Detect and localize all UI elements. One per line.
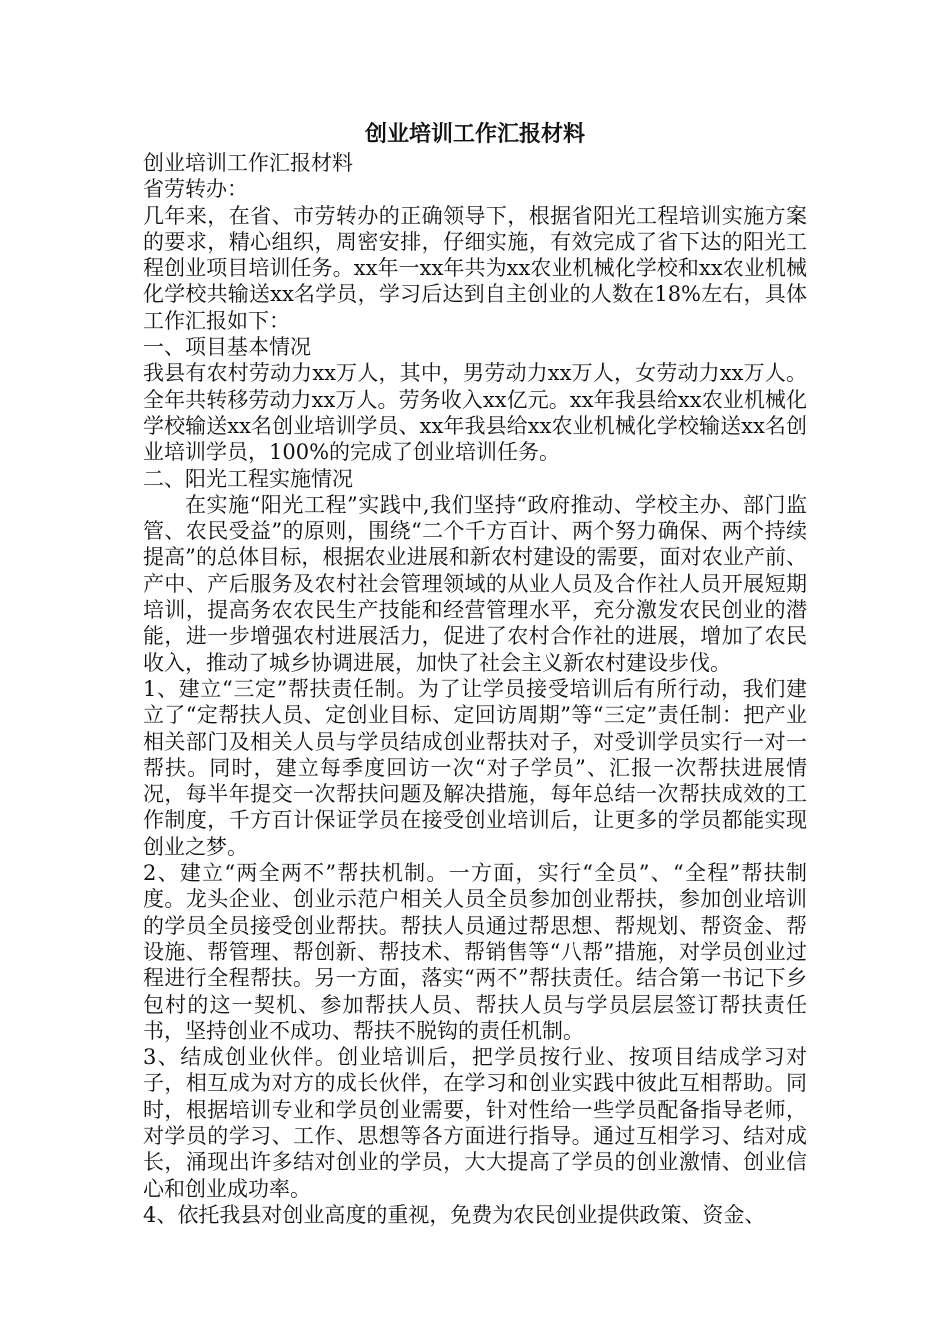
document-title: 创业培训工作汇报材料 xyxy=(364,121,585,147)
body-paragraph: 我县有农村劳动力xx万人，其中，男劳动力xx万人，女劳动力xx万人。全年共转移劳动力xx万人。劳务收入xx亿元。xx年我县给xx农业机械化学校输送xx名创业培训学员、xx年我县给xx农业机械化学校输送xx名创业培训学员，100%的完成了创业培训任务。 xyxy=(143,361,807,465)
document-page xyxy=(143,118,807,1228)
body-paragraph: 3、结成创业伙伴。创业培训后，把学员按行业、按项目结成学习对子，相互成为对方的成长伙伴，在学习和创业实践中彼此互相帮助。同时，根据培训专业和学员创业需要，针对性给一些学员配备指导老师，对学员的学习、工作、思想等各方面进行指导。通过互相学习、结对成长，涌现出许多结对创业的学员，大大提高了学员的创业激情、创业信心和创业成功率。 xyxy=(143,1045,807,1201)
addressee: 省劳转办： xyxy=(143,177,248,202)
document-subtitle: 创业培训工作汇报材料 xyxy=(143,151,353,175)
intro-paragraph: 几年来，在省、市劳转办的正确领导下，根据省阳光工程培训实施方案的要求，精心组织，周密安排，仔细实施，有效完成了省下达的阳光工程创业项目培训任务。xx年一xx年共为xx农业机械化学校和xx农业机械化学校共输送xx名学员，学习后达到自主创业的人数在18%左右，具体工作汇报如下： xyxy=(143,203,807,333)
body-paragraph: 2、建立“两全两不”帮扶机制。一方面，实行“全员”、“全程”帮扶制度。龙头企业、创业示范户相关人员全员参加创业帮扶，参加创业培训的学员全员接受创业帮扶。帮扶人员通过帮思想、帮规划、帮资金、帮设施、帮管理、帮创新、帮技术、帮销售等“八帮”措施，对学员创业过程进行全程帮扶。另一方面，落实“两不”帮扶责任。结合第一书记下乡包村的这一契机、参加帮扶人员、帮扶人员与学员层层签订帮扶责任书，坚持创业不成功、帮扶不脱钩的责任机制。 xyxy=(143,861,807,1043)
section-heading-1: 一、项目基本情况 xyxy=(143,335,311,360)
body-paragraph: 在实施“阳光工程”实践中,我们坚持“政府推动、学校主办、部门监管、农民受益”的原则，围绕“二个千方百计、两个努力确保、两个持续提高”的总体目标，根据农业进展和新农村建设的需要，面对农业产前、产中、产后服务及农村社会管理领域的从业人员及合作社人员开展短期培训，提高务农农民生产技能和经营管理水平，充分激发农民创业的潜能，进一步增强农村进展活力，促进了农村合作社的进展，增加了农民收入，推动了城乡协调进展，加快了社会主义新农村建设步伐。 xyxy=(143,492,807,675)
body-paragraph: 1、建立“三定”帮扶责任制。为了让学员接受培训后有所行动，我们建立了“定帮扶人员、定创业目标、定回访周期”等“三定”责任制：把产业相关部门及相关人员与学员结成创业帮扶对子，对受训学员实行一对一帮扶。同时，建立每季度回访一次“对子学员”、汇报一次帮扶进展情况，每半年提交一次帮扶问题及解决措施，每年总结一次帮扶成效的工作制度，千方百计保证学员在接受创业培训后，让更多的学员都能实现创业之梦。 xyxy=(143,676,807,859)
body-paragraph: 4、依托我县对创业高度的重视，免费为农民创业提供政策、资金、 xyxy=(143,1202,766,1227)
section-heading-2: 二、阳光工程实施情况 xyxy=(143,466,353,491)
